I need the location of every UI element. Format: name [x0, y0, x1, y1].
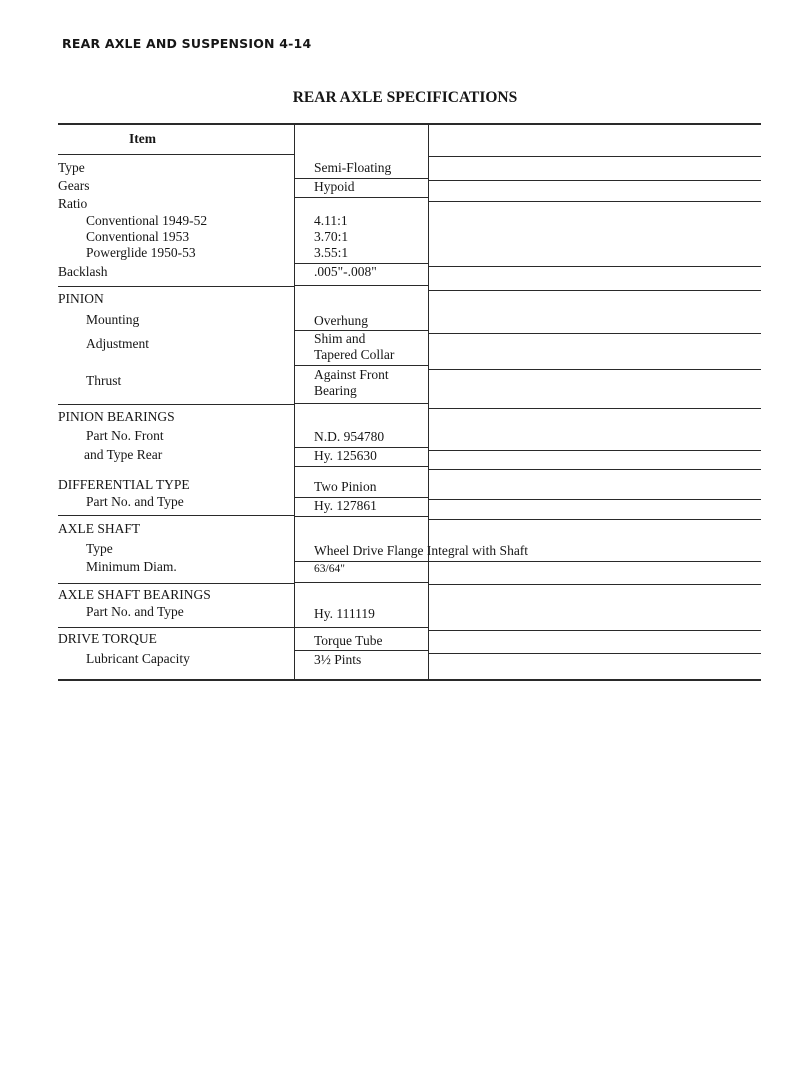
row-value-pinion-adjustment-line1: Shim and — [314, 331, 366, 346]
row-label-axle-min-diam: Minimum Diam. — [86, 559, 177, 574]
row-value-pb-rear: Hy. 125630 — [314, 448, 377, 463]
row-label-ratio-powerglide: Powerglide 1950-53 — [86, 245, 196, 260]
row-value-pinion-mounting: Overhung — [314, 313, 368, 328]
row-value-pinion-thrust-line1: Against Front — [314, 367, 389, 382]
row-label-axle-type: Type — [86, 541, 113, 556]
row-value-differential: Two Pinion — [314, 479, 377, 494]
row-label-diff-part: Part No. and Type — [86, 494, 184, 509]
row-label-axle-shaft-bearings: AXLE SHAFT BEARINGS — [58, 587, 211, 602]
rule — [58, 286, 294, 287]
rule — [428, 450, 761, 451]
column-divider-1 — [294, 123, 295, 680]
row-label-backlash: Backlash — [58, 264, 108, 279]
row-value-lubricant: 3½ Pints — [314, 652, 362, 667]
row-label-pb-rear: and Type Rear — [84, 447, 163, 462]
row-label-pinion-mounting: Mounting — [86, 312, 140, 327]
page-title: REAR AXLE SPECIFICATIONS — [292, 89, 518, 106]
row-value-pinion-adjustment-line2: Tapered Collar — [314, 347, 395, 362]
rule — [294, 627, 428, 628]
rule — [294, 285, 428, 286]
table-top-rule — [58, 123, 761, 125]
rule — [428, 369, 761, 370]
row-label-ratio-conv-49-52: Conventional 1949-52 — [86, 213, 208, 228]
rule — [428, 290, 761, 291]
row-label-lubricant: Lubricant Capacity — [86, 651, 190, 666]
rule — [428, 266, 761, 267]
row-value-backlash: .005"-.008" — [314, 264, 377, 279]
spec-table — [58, 123, 761, 680]
row-label-pb-front: Part No. Front — [86, 428, 164, 443]
rule — [294, 403, 428, 404]
rule — [428, 333, 761, 334]
row-value-ratio-conv-49-52: 4.11:1 — [314, 213, 348, 228]
row-value-pinion-thrust-line2: Bearing — [314, 383, 357, 398]
row-value-pb-front: N.D. 954780 — [314, 429, 385, 444]
rule — [294, 516, 428, 517]
page-header: REAR AXLE AND SUSPENSION 4-14 — [62, 36, 312, 51]
rule — [428, 469, 761, 470]
row-value-ratio-conv-53: 3.70:1 — [314, 229, 349, 244]
row-label-drive-torque: DRIVE TORQUE — [58, 631, 157, 646]
rule — [428, 180, 761, 181]
row-value-gears: Hypoid — [314, 179, 355, 194]
row-label-pinion-thrust: Thrust — [86, 373, 122, 388]
rule — [294, 365, 428, 366]
row-label-pinion-adjustment: Adjustment — [86, 336, 149, 351]
row-value-diff-part: Hy. 127861 — [314, 498, 377, 513]
rule — [294, 197, 428, 198]
row-value-drive-torque: Torque Tube — [314, 633, 383, 648]
row-label-gears: Gears — [58, 178, 90, 193]
rule — [294, 650, 428, 651]
row-value-asb-part: Hy. 111119 — [314, 606, 375, 621]
column-header-item: Item — [129, 131, 156, 146]
rule — [428, 584, 761, 585]
row-value-ratio-powerglide: 3.55:1 — [314, 245, 349, 260]
table-bottom-rule — [58, 679, 761, 681]
rule — [428, 201, 761, 202]
row-label-pinion-bearings: PINION BEARINGS — [58, 409, 175, 424]
rule — [428, 408, 761, 409]
row-label-asb-part: Part No. and Type — [86, 604, 184, 619]
row-value-axle-type: Wheel Drive Flange Integral with Shaft — [314, 543, 529, 558]
rule — [58, 404, 294, 405]
row-value-axle-min-diam: 63/64" — [314, 563, 345, 575]
row-label-ratio-conv-53: Conventional 1953 — [86, 229, 190, 244]
header-rule-right — [428, 156, 761, 157]
rule — [58, 627, 294, 628]
row-label-type: Type — [58, 160, 85, 175]
row-label-axle-shaft: AXLE SHAFT — [58, 521, 141, 536]
rule — [428, 653, 761, 654]
rule — [428, 499, 761, 500]
rule — [58, 583, 294, 584]
rule — [294, 561, 761, 562]
row-label-ratio: Ratio — [58, 196, 88, 211]
rule — [294, 466, 428, 467]
row-label-pinion: PINION — [58, 291, 104, 306]
rule — [428, 630, 761, 631]
rule — [294, 582, 428, 583]
row-value-type: Semi-Floating — [314, 160, 392, 175]
header-rule-left — [58, 154, 294, 155]
row-label-differential: DIFFERENTIAL TYPE — [58, 477, 190, 492]
rule — [428, 519, 761, 520]
rule — [58, 515, 294, 516]
column-divider-2 — [428, 123, 429, 680]
